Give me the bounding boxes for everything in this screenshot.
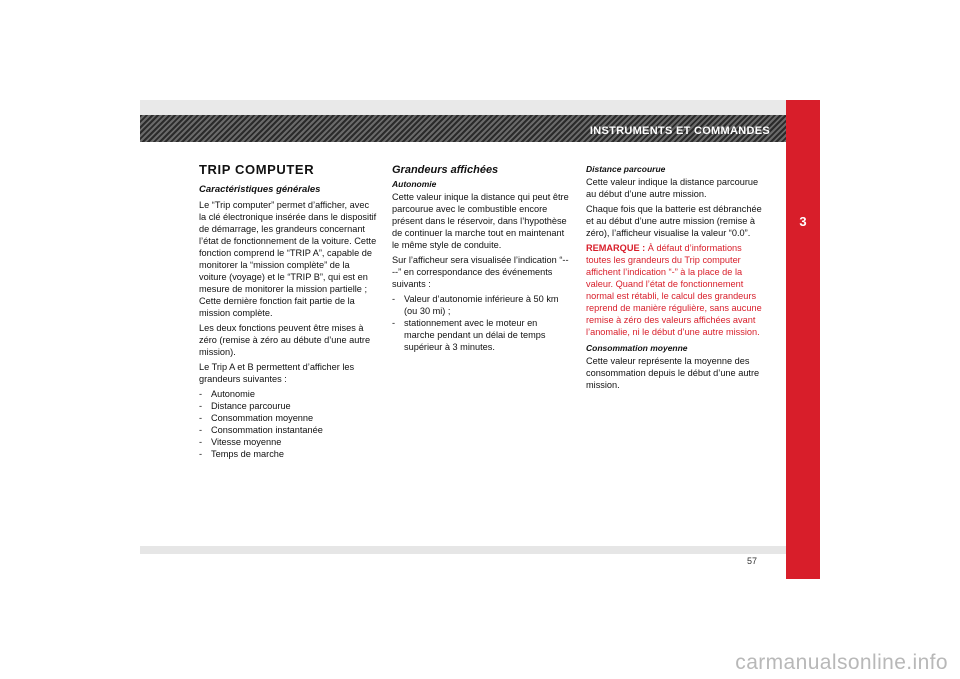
subheading: Caractéristiques générales [199,184,321,195]
list-item: - Vitesse moyenne [199,436,377,448]
remark-note [586,242,768,338]
events-list [392,293,570,353]
remark-label: REMARQUE : [586,243,646,253]
subheading: Grandeurs affichées [392,164,499,176]
grandeurs-list [199,388,377,460]
list-item: - Temps de marche [199,448,377,460]
paragraph: Cette valeur inique la distance qui peut être parcourue avec le combustible encore présent dans le réservoir, dans l’hypothèse de continuer la marche tout en maintenant le même style de conduite. [392,192,569,250]
column-2 [392,164,570,356]
list-item: - Valeur d’autonomie inférieure à 50 km (ou 30 mi) ; [392,293,570,317]
paragraph: Cette valeur indique la distance parcourue au début d’une autre mission. [586,177,759,199]
paragraph: Le “Trip computer” permet d’afficher, avec la clé électronique insérée dans le dispositif de démarrage, les grandeurs concernant l’état de fonctionnement de la voiture. Cette fonction comprend le “TRIP A”, capable de monitorer la “mission complète” de la voiture (voyage) et le “TRIP B”, qui est en mesure de monitorer la mission partielle ; Cette dernière fonction fait partie de la mission complète. [199,200,377,318]
heading-autonomie: Autonomie [392,179,437,189]
list-item: - Consommation instantanée [199,424,377,436]
header-band [140,100,786,115]
paragraph: Le Trip A et B permettent d’afficher les grandeurs suivantes : [199,362,355,384]
paragraph: Sur l’afficheur sera visualisée l’indication “----” en correspondance des événements suivants : [392,255,569,289]
list-item: - Consommation moyenne [199,412,377,424]
remark-text: À défaut d’informations toutes les grandeurs du Trip computer affichent l’indication “-” à la place de la valeur. Quand l’état de fonctionnement normal est rétabli, le calcul des grandeurs reprend de manière régulière, sans aucune remise à zéro des valeurs affichées avant l’anomalie, ni le début d’une autre mission. [586,243,762,337]
paragraph: Cette valeur représente la moyenne des consommation depuis le début d’une autre mission. [586,356,760,390]
footer-band [140,546,786,554]
heading-distance-parcourue: Distance parcourue [586,164,666,174]
list-item: - Autonomie [199,388,377,400]
chapter-number: 3 [799,214,807,229]
list-item: - Distance parcourue [199,400,377,412]
list-item: - stationnement avec le moteur en marche pendant un délai de temps supérieur à 3 minutes. [392,317,570,353]
section-heading: TRIP COMPUTER [199,162,315,177]
section-title: INSTRUMENTS ET COMMANDES [589,125,770,137]
paragraph: Les deux fonctions peuvent être mises à zéro (remise à zéro au débute d’une autre mission). [199,323,371,357]
page-number: 57 [747,556,758,566]
heading-consommation-moyenne: Consommation moyenne [586,343,688,353]
column-1 [199,162,377,463]
watermark: carmanualsonline.info [735,651,948,674]
chapter-tab [786,100,820,579]
column-3 [586,164,768,394]
paragraph: Chaque fois que la batterie est débranchée et au début d’une autre mission (remise à zéro), l’afficheur visualise la valeur “0.0”. [586,204,762,238]
